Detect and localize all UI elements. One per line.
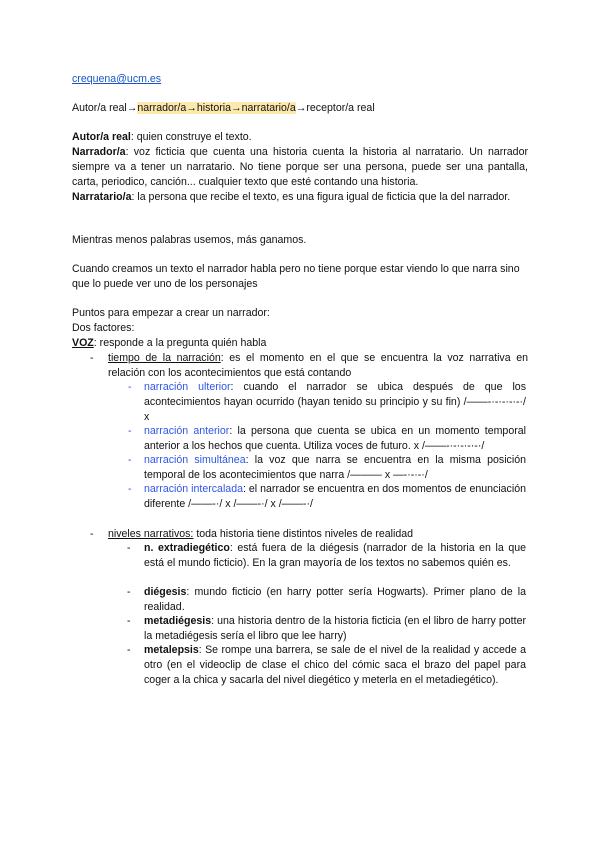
bullet-dash: - (128, 483, 132, 495)
email-link[interactable]: crequena@ucm.es (72, 73, 162, 85)
chain-start: Autor/a real (72, 102, 127, 114)
chain-highlight: narrador/a→historia→narratario/a (137, 102, 296, 114)
definitions-block (72, 130, 528, 205)
email-line (72, 72, 528, 87)
bullet-dash: - (128, 454, 132, 466)
item-narracion-simultanea: narración simultánea: la voz que narra se encuentra en la misma posición temporal de los acontecimientos que narra /——— x —-·-·-·/ (144, 454, 526, 481)
bullet-dash: - (127, 615, 131, 627)
definition-narratario: Narratario/a: la persona que recibe el texto, es una figura igual de ficticia que la del narrador. (72, 191, 511, 203)
item-narracion-ulterior: narración ulterior: cuando el narrador se ubica después de que los acontecimientos hayan ocurrido (hayan tenido su principio y su fin) /——-·-·-·-·-·/ x (144, 381, 526, 423)
item-narracion-intercalada: narración intercalada: el narrador se encuentra en dos momentos de enunciación diferente /——-·/ x /——-·/ x /——-·/ (144, 483, 526, 510)
bullet-dash: - (127, 586, 131, 598)
bullet-dash: - (127, 644, 131, 656)
tiempo-narracion: tiempo de la narración: es el momento en el que se encuentra la voz narrativa en relación con los acontecimientos que está contando (108, 352, 528, 379)
item-extradiegetico: n. extradiegético: está fuera de la diégesis (narrador de la historia en la que está el mundo ficticio). En la gran mayoría de los textos no sabemos quién es. (144, 542, 526, 569)
heading-dos-factores: Dos factores: (72, 322, 135, 334)
item-diegesis: diégesis: mundo ficticio (en harry potter sería Hogwarts). Primer plano de la realidad. (144, 586, 526, 613)
chain-end: receptor/a real (306, 102, 375, 114)
bullet-dash: - (90, 528, 94, 540)
communication-chain: Autor/a real→narrador/a→historia→narratario/a→receptor/a real (72, 102, 375, 114)
voz-line: VOZ: responde a la pregunta quién habla (72, 337, 267, 349)
definition-narrador: Narrador/a: voz ficticia que cuenta una historia cuenta la historia al narratario. Un narrador siempre va a tener un narratario. No tiene porque ser una persona, puede ser una pantalla, carta, periodico, canción... cualquier texto que esté contando una historia. (72, 146, 528, 188)
item-metalepsis: metalepsis: Se rompe una barrera, se sale de el nivel de la realidad y accede a otro (en el videoclip de clase el chico del cómic saca el brazo del papel para coger a la chica y sacarla del nivel diegético y meterla en el metadiegético). (144, 644, 526, 686)
niveles-narrativos: niveles narrativos: toda historia tiene distintos niveles de realidad (108, 528, 414, 540)
bullet-dash: - (128, 381, 132, 393)
item-metadiegesis: metadiégesis: una historia dentro de la historia ficticia (en el libro de harry potter la metadiégesis sería el libro que lee harry) (144, 615, 526, 642)
paragraph-narrador-habla: Cuando creamos un texto el narrador habla pero no tiene porque estar viendo lo que narra sino que lo puede ver uno de los personajes (72, 263, 520, 290)
item-narracion-anterior: narración anterior: la persona que cuenta se ubica en un momento temporal anterior a los hechos que cuenta. Utiliza voces de futuro. x /——-·-·-·-·-·/ (144, 425, 526, 452)
definition-autor: Autor/a real: quien construye el texto. (72, 131, 252, 143)
bullet-dash: - (128, 425, 132, 437)
bullet-dash: - (127, 542, 131, 554)
paragraph-menos-palabras: Mientras menos palabras usemos, más ganamos. (72, 234, 307, 246)
bullet-dash: - (90, 352, 94, 364)
heading-puntos: Puntos para empezar a crear un narrador: (72, 307, 270, 319)
